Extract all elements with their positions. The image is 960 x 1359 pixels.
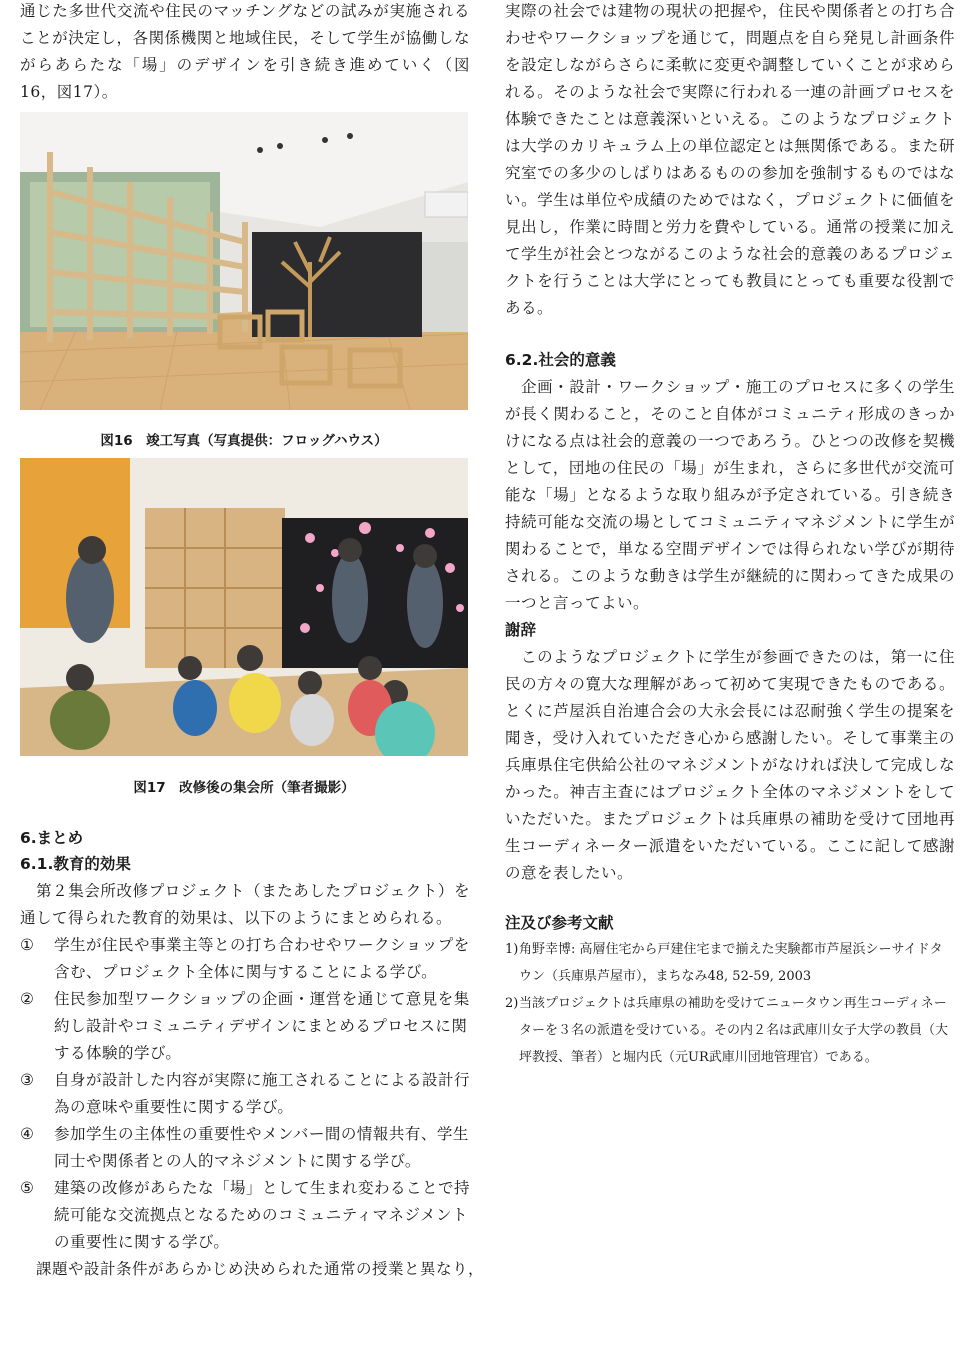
acknowledgement-text: このようなプロジェクトに学生が参画できたのは，第一に住民の方々の寛大な理解があって初めて実現できたものである。とくに芦屋浜自治連合会の大永会長には忍耐強く学生の提案を聞き，受け入れていただき心から感謝したい。そして事業主の兵庫県住宅供給公社のマネジメントがなければ決して完成しなかった。神吉主査にはプロジェクト全体のマネジメントをしていただいた。またプロジェクトは兵庫県の補助を受けて団地再生コーディネーター派遣をいただいている。ここに記して感謝の意を表したい。	[505, 648, 955, 882]
subsection-intro: 第２集会所改修プロジェクト（またあしたプロジェクト）を通して得られた教育的効果は、以下のようにまとめられる。	[20, 882, 470, 927]
list-marker: ①	[20, 936, 35, 954]
acknowledgement-title: 謝辞	[505, 621, 537, 639]
list-item	[20, 986, 470, 1067]
reference-item	[505, 990, 955, 1071]
figure17-caption: 図17 改修後の集会所（筆者撮影）	[133, 780, 355, 796]
list-item	[20, 1067, 470, 1121]
subsection-title: 6.1.教育的効果	[20, 855, 131, 873]
list-text: 学生が住民や事業主等との打ち合わせやワークショップを含む、プロジェクト全体に関与することによる学び。	[54, 936, 470, 981]
list-item	[20, 932, 470, 986]
figure17-photo	[20, 458, 468, 756]
references-title: 注及び参考文献	[505, 914, 614, 932]
continuation-paragraph: 実際の社会では建物の現状の把握や，住民や関係者との打ち合わせやワークショップを通じて，問題点を自ら発見し計画条件を設定しながらさらに柔軟に変更や調整していくことが求められる。そのような社会で実際に行われる一連の計画プロセスを体験できたことは意義深いといえる。このようなプロジェクトは大学のカリキュラム上の単位認定とは無関係である。また研究室での多少のしばりはあるものの参加を強制するものではない。学生は単位や成績のためではなく，プロジェクトに価値を見出し，作業に時間と労力を費やしている。通常の授業に加えて学生が社会とつながるこのような社会的意義のあるプロジェクトを行うことは大学にとっても教員にとっても重要な役割である。	[505, 2, 955, 317]
list-item	[20, 1175, 470, 1256]
reference-text: 当該プロジェクトは兵庫県の補助を受けてニュータウン再生コーディネーターを３名の派遣を受けている。その内２名は武庫川女子大学の教員（大坪教授、筆者）と堀内氏（元UR武庫川団地管理官）である。	[519, 996, 949, 1065]
subsection-2-title: 6.2.社会的意義	[505, 351, 616, 369]
closing-line: 課題や設計条件があらかじめ決められた通常の授業と異なり，	[36, 1260, 485, 1278]
list-marker: ③	[20, 1071, 35, 1089]
figure16-caption: 図16 竣工写真（写真提供：フロッグハウス）	[100, 433, 388, 449]
intro-paragraph: 通じた多世代交流や住民のマッチングなどの試みが実施されることが決定し，各関係機関と地域住民，そして学生が協働しながらあらたな「場」のデザインを引き続き進めていく（図16，図17）。	[20, 2, 470, 101]
reference-item	[505, 936, 955, 990]
references-list	[505, 936, 955, 1071]
figure16-photo	[20, 112, 468, 410]
list-text: 参加学生の主体性の重要性やメンバー間の情報共有、学生同士や関係者との人的マネジメントに関する学び。	[54, 1125, 469, 1170]
reference-number: 2)	[505, 996, 519, 1011]
list-marker: ④	[20, 1125, 35, 1143]
list-item	[20, 1121, 470, 1175]
effects-list	[20, 932, 470, 1256]
list-text: 住民参加型ワークショップの企画・運営を通じて意見を集約し設計やコミュニティデザインにまとめるプロセスに関する体験的学び。	[54, 990, 470, 1062]
list-text: 自身が設計した内容が実際に施工されることによる設計行為の意味や重要性に関する学び。	[54, 1071, 471, 1116]
social-significance-paragraph: 企画・設計・ワークショップ・施工のプロセスに多くの学生が長く関わること，そのこと自体がコミュニティ形成のきっかけになる点は社会的意義の一つであろう。ひとつの改修を契機として，団地の住民の「場」が生まれ，さらに多世代が交流可能な「場」となるような取り組みが予定されている。引き続き持続可能な交流の場としてコミュニティマネジメントに学生が関わることで，単なる空間デザインでは得られない学びが期待される。このような動きは学生が継続的に関わってきた成果の一つと言ってよい。	[505, 378, 955, 612]
reference-number: 1)	[505, 942, 519, 957]
reference-text: 角野幸博: 高層住宅から戸建住宅まで揃えた実験都市芦屋浜シーサイドタウン（兵庫県芦屋市），まちなみ48, 52-59, 2003	[519, 942, 943, 984]
list-marker: ②	[20, 990, 35, 1008]
list-text: 建築の改修があらたな「場」として生まれ変わることで持続可能な交流拠点となるためのコミュニティマネジメントの重要性に関する学び。	[54, 1179, 471, 1251]
list-marker: ⑤	[20, 1179, 35, 1197]
section-title: 6.まとめ	[20, 829, 84, 847]
